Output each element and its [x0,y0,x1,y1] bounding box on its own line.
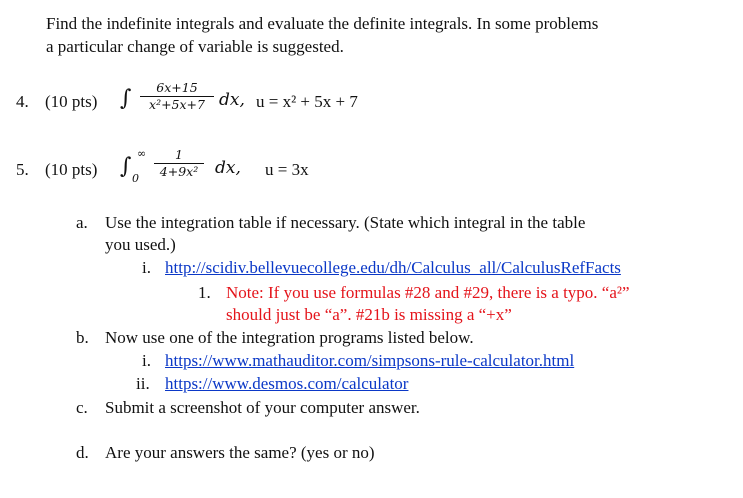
intro-line-2: a particular change of variable is suggested. [46,37,344,56]
part-c-text: Submit a screenshot of your computer answer. [105,398,420,417]
part-a-line-1: Use the integration table if necessary. (State which integral in the table [105,213,586,232]
problem-4-points: (10 pts) [45,92,98,111]
part-a-sub-i-marker: i. [142,258,151,277]
fraction-numerator: 6x+15 [156,80,198,95]
problem-5-differential: dx, [215,158,241,178]
problem-4-fraction [140,81,214,112]
part-b-text: Now use one of the integration programs listed below. [105,328,474,347]
part-c-marker: c. [76,398,88,417]
desmos-link[interactable]: https://www.desmos.com/calculator [165,374,409,393]
problem-5-fraction [154,148,204,179]
intro-line-1: Find the indefinite integrals and evaluate the definite integrals. In some problems [46,14,599,33]
problem-4-differential: dx, [219,90,245,110]
integral-sign: ∫ [120,86,132,111]
note-marker: 1. [198,283,211,302]
part-b-marker: b. [76,328,89,347]
fraction-denominator: x²+5x+7 [149,97,205,112]
simpsons-rule-link[interactable]: https://www.mathauditor.com/simpsons-rule-calculator.html [165,351,575,370]
problem-5-number: 5. [16,160,29,179]
fraction-numerator: 1 [175,147,183,162]
problem-5-substitution: u = 3x [265,160,309,179]
problem-5-points: (10 pts) [45,160,98,179]
upper-limit: ∞ [137,147,147,160]
typo-note-line-1: Note: If you use formulas #28 and #29, there is a typo. “a²” [226,283,630,302]
lower-limit: 0 [132,172,139,185]
integral-sign: ∫ [120,154,132,179]
part-b-sub-i-marker: i. [142,351,151,370]
typo-note-line-2: should just be “a”. #21b is missing a “+x” [226,305,512,324]
part-a-marker: a. [76,213,88,232]
part-d-marker: d. [76,443,89,462]
fraction-denominator: 4+9x² [159,164,199,179]
part-b-sub-ii-marker: ii. [136,374,150,393]
problem-4-substitution: u = x² + 5x + 7 [256,92,358,111]
part-d-text: Are your answers the same? (yes or no) [105,443,375,462]
problem-4-number: 4. [16,92,29,111]
integration-table-link[interactable]: http://scidiv.bellevuecollege.edu/dh/Calculus_all/CalculusRefFacts [165,258,621,277]
part-a-line-2: you used.) [105,235,176,254]
